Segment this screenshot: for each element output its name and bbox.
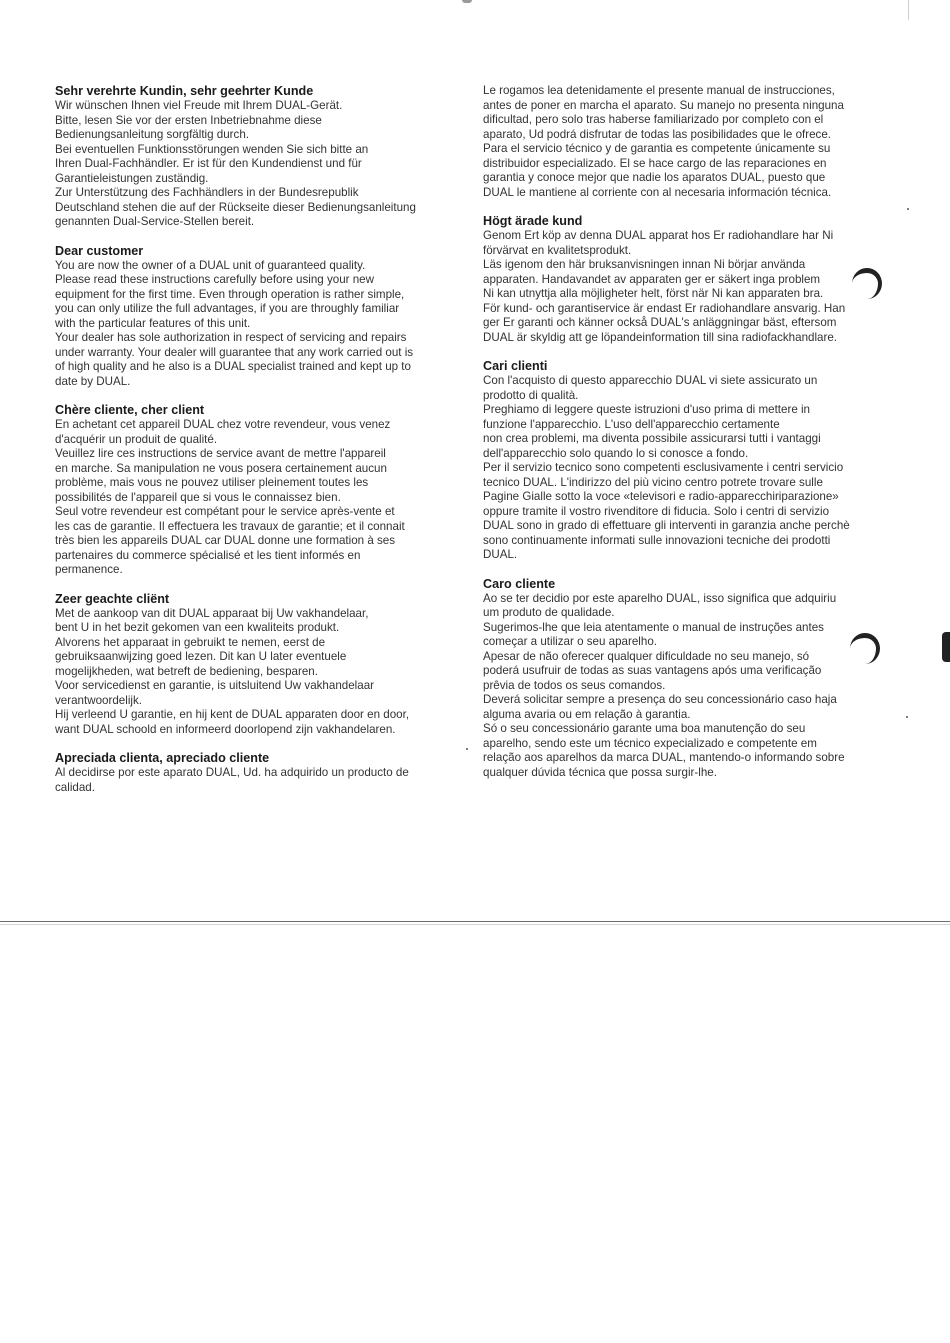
- top-fold-mark: [462, 0, 472, 3]
- section-body: Le rogamos lea detenidamente el presente manual de instrucciones, antes de poner en marcha el aparato. Su manejo no presenta ninguna dificultad, pero solo tras haberse familiarizado por completo con el aparato, Ud podrá disfrutar de todas las posibilidades que le ofrece. Para el servicio técnico y de garantia es competente únicamente su distribuidor especializado. El se hace cargo de las reparaciones en garantia y conoce mejor que nadie los aparatos DUAL, puesto que DUAL le mantiene al corriente con al necesaria información técnica.: [483, 84, 844, 199]
- section-heading: Sehr verehrte Kundin, sehr geehrter Kunde: [55, 84, 314, 98]
- section-body: Met de aankoop van dit DUAL apparaat bij Uw vakhandelaar, bent U in het bezit gekomen van een kwaliteits produkt. Alvorens het apparaat in gebruikt te nemen, eerst de gebruiksaanwijzing goed lezen. Dit kan U later eventuele mogelijkheden, wat betreft de bediening, besparen. Voor servicedienst en garantie, is uitsluitend Uw vakhandelaar verantwoordelijk. Hij verleend U garantie, en hij kent de DUAL apparaten door en door, want DUAL schoold en informeerd doorlopend zijn vakhandelaren.: [55, 606, 410, 736]
- section-french: [55, 403, 455, 578]
- section-heading: Högt ärade kund: [483, 214, 583, 228]
- section-heading: Apreciada clienta, apreciado cliente: [55, 751, 270, 765]
- section-body: Wir wünschen Ihnen viel Freude mit Ihrem DUAL-Gerät. Bitte, lesen Sie vor der ersten Inbetriebnahme diese Bedienungsanleitung sorgfältig durch. Bei eventuellen Funktionsstörungen wenden Sie sich bitte an Ihren Dual-Fachhändler. Er ist für den Kundendienst und für Garantieleistungen zuständig. Zur Unterstützung des Fachhändlers in der Bundesrepublik Deutschland stehen die auf der Rückseite dieser Bedienungsanleitung genannten Dual-Service-Stellen bereit.: [55, 99, 416, 228]
- section-heading: Dear customer: [55, 243, 144, 258]
- section-spanish-continued: [483, 84, 881, 200]
- section-heading: Cari clienti: [483, 359, 548, 373]
- binder-ring-mark: [850, 633, 880, 664]
- binder-ring-mark: [852, 268, 882, 299]
- section-portuguese: [483, 577, 881, 781]
- section-swedish: [483, 214, 881, 345]
- section-heading: Zeer geachte cliënt: [55, 591, 170, 606]
- scan-speck: [906, 716, 908, 718]
- section-dutch: [55, 592, 455, 738]
- section-italian: [483, 359, 881, 563]
- page-fold-line-shadow: [0, 924, 950, 925]
- section-heading: Caro cliente: [483, 576, 556, 591]
- section-spanish: [55, 751, 455, 795]
- right-column: [483, 84, 881, 794]
- scan-speck: [466, 748, 468, 750]
- section-english: [55, 244, 455, 390]
- scan-speck: [907, 208, 909, 210]
- section-body: Genom Ert köp av denna DUAL apparat hos Er radiohandlare har Ni förvärvat en kvalitetsprodukt. Läs igenom den här bruksanvisningen innan Ni börjar använda apparaten. Handavandet av apparaten ger er säkert inga problem Ni kan utnyttja alla möjligheter helt, först när Ni kan apparaten bra. För kund- och garantiservice är endast Er radiohandlare ansvarig. Han ger Er garanti och känner också DUAL's anläggningar bäst, eftersom DUAL är skyldig att ge löpandeinformation till sina radiofackhandlare.: [483, 229, 846, 344]
- section-body: Al decidirse por este aparato DUAL, Ud. ha adquirido un producto de calidad.: [55, 766, 409, 794]
- section-body: Ao se ter decidio por este aparelho DUAL, isso significa que adquiriu um produto de qualidade. Sugerimos-lhe que leia atentamente o manual de instruções antes começar a utilizar o seu aparelho. Apesar de não oferecer qualquer dificuldade no seu manejo, só poderá usufruir de todas as suas vantagens após uma verificação prêvia de todos os seus comandos. Deverá solicitar sempre a presença do seu concessionário caso haja alguma avaria ou em relação à garantia. Só o seu concessionário garante uma boa manutenção do seu aparelho, sendo este um técnico expecializado e competente em relação aos aparelhos da marca DUAL, mantendo-o informando sobre qualquer dúvida técnica que possa surgir-lhe.: [483, 591, 845, 779]
- left-column: [55, 84, 455, 809]
- binder-clip-mark: [942, 632, 950, 662]
- section-german: [55, 84, 455, 230]
- section-body: You are now the owner of a DUAL unit of guaranteed quality. Please read these instructions carefully before using your new equipment for the first time. Even through operation is rather simple, you can only utilize the full advantages, if you are throughly familiar with the particular features of this unit. Your dealer has sole authorization in respect of servicing and repairs under warranty. Your dealer will guarantee that any work carried out is of high quality and he also is a DUAL specialist trained and kept up to date by DUAL.: [55, 258, 414, 388]
- page-edge-line: [908, 0, 909, 20]
- page-fold-line: [0, 921, 950, 922]
- section-body: En achetant cet appareil DUAL chez votre revendeur, vous venez d'acquérir un produit de qualité. Veuillez lire ces instructions de service avant de mettre l'appareil en marche. Sa manipulation ne vous posera certainement aucun problème, mais vous ne pouvez utiliser pleinement toutes les possibilités de l'appareil que si vous le connaissez bien. Seul votre revendeur est compétant pour le service après-vente et les cas de garantie. Il effectuera les travaux de garantie; et il connait très bien les appareils DUAL car DUAL donne une formation à ses partenaires du commerce spécialisé et les tient informés en permanence.: [55, 418, 405, 576]
- section-heading: Chère cliente, cher client: [55, 403, 205, 417]
- section-body: Con l'acquisto di questo apparecchio DUAL vi siete assicurato un prodotto di qualità. Preghiamo di leggere queste istruzioni d'uso prima di mettere in funzione l'apparecchio. L'uso dell'apparecchio certamente non crea problemi, ma diventa possibile assicurarsi tutti i vantaggi dell'apparecchio solo quando lo si conosce a fondo. Per il servizio tecnico sono competenti esclusivamente i centri servicio tecnico DUAL. L'indirizzo del più vicino centro potrete trovare sulle Pagine Gialle sotto la voce «televisori e radio-apparecchiriparazione» oppure tramite il vostro rivenditore di fiducia. Solo i centri di servizio DUAL sono in grado di effettuare gli interventi in garanzia anche perchè sono continuamente informati sulle innovazioni tecniche dei prodotti DUAL.: [483, 374, 850, 561]
